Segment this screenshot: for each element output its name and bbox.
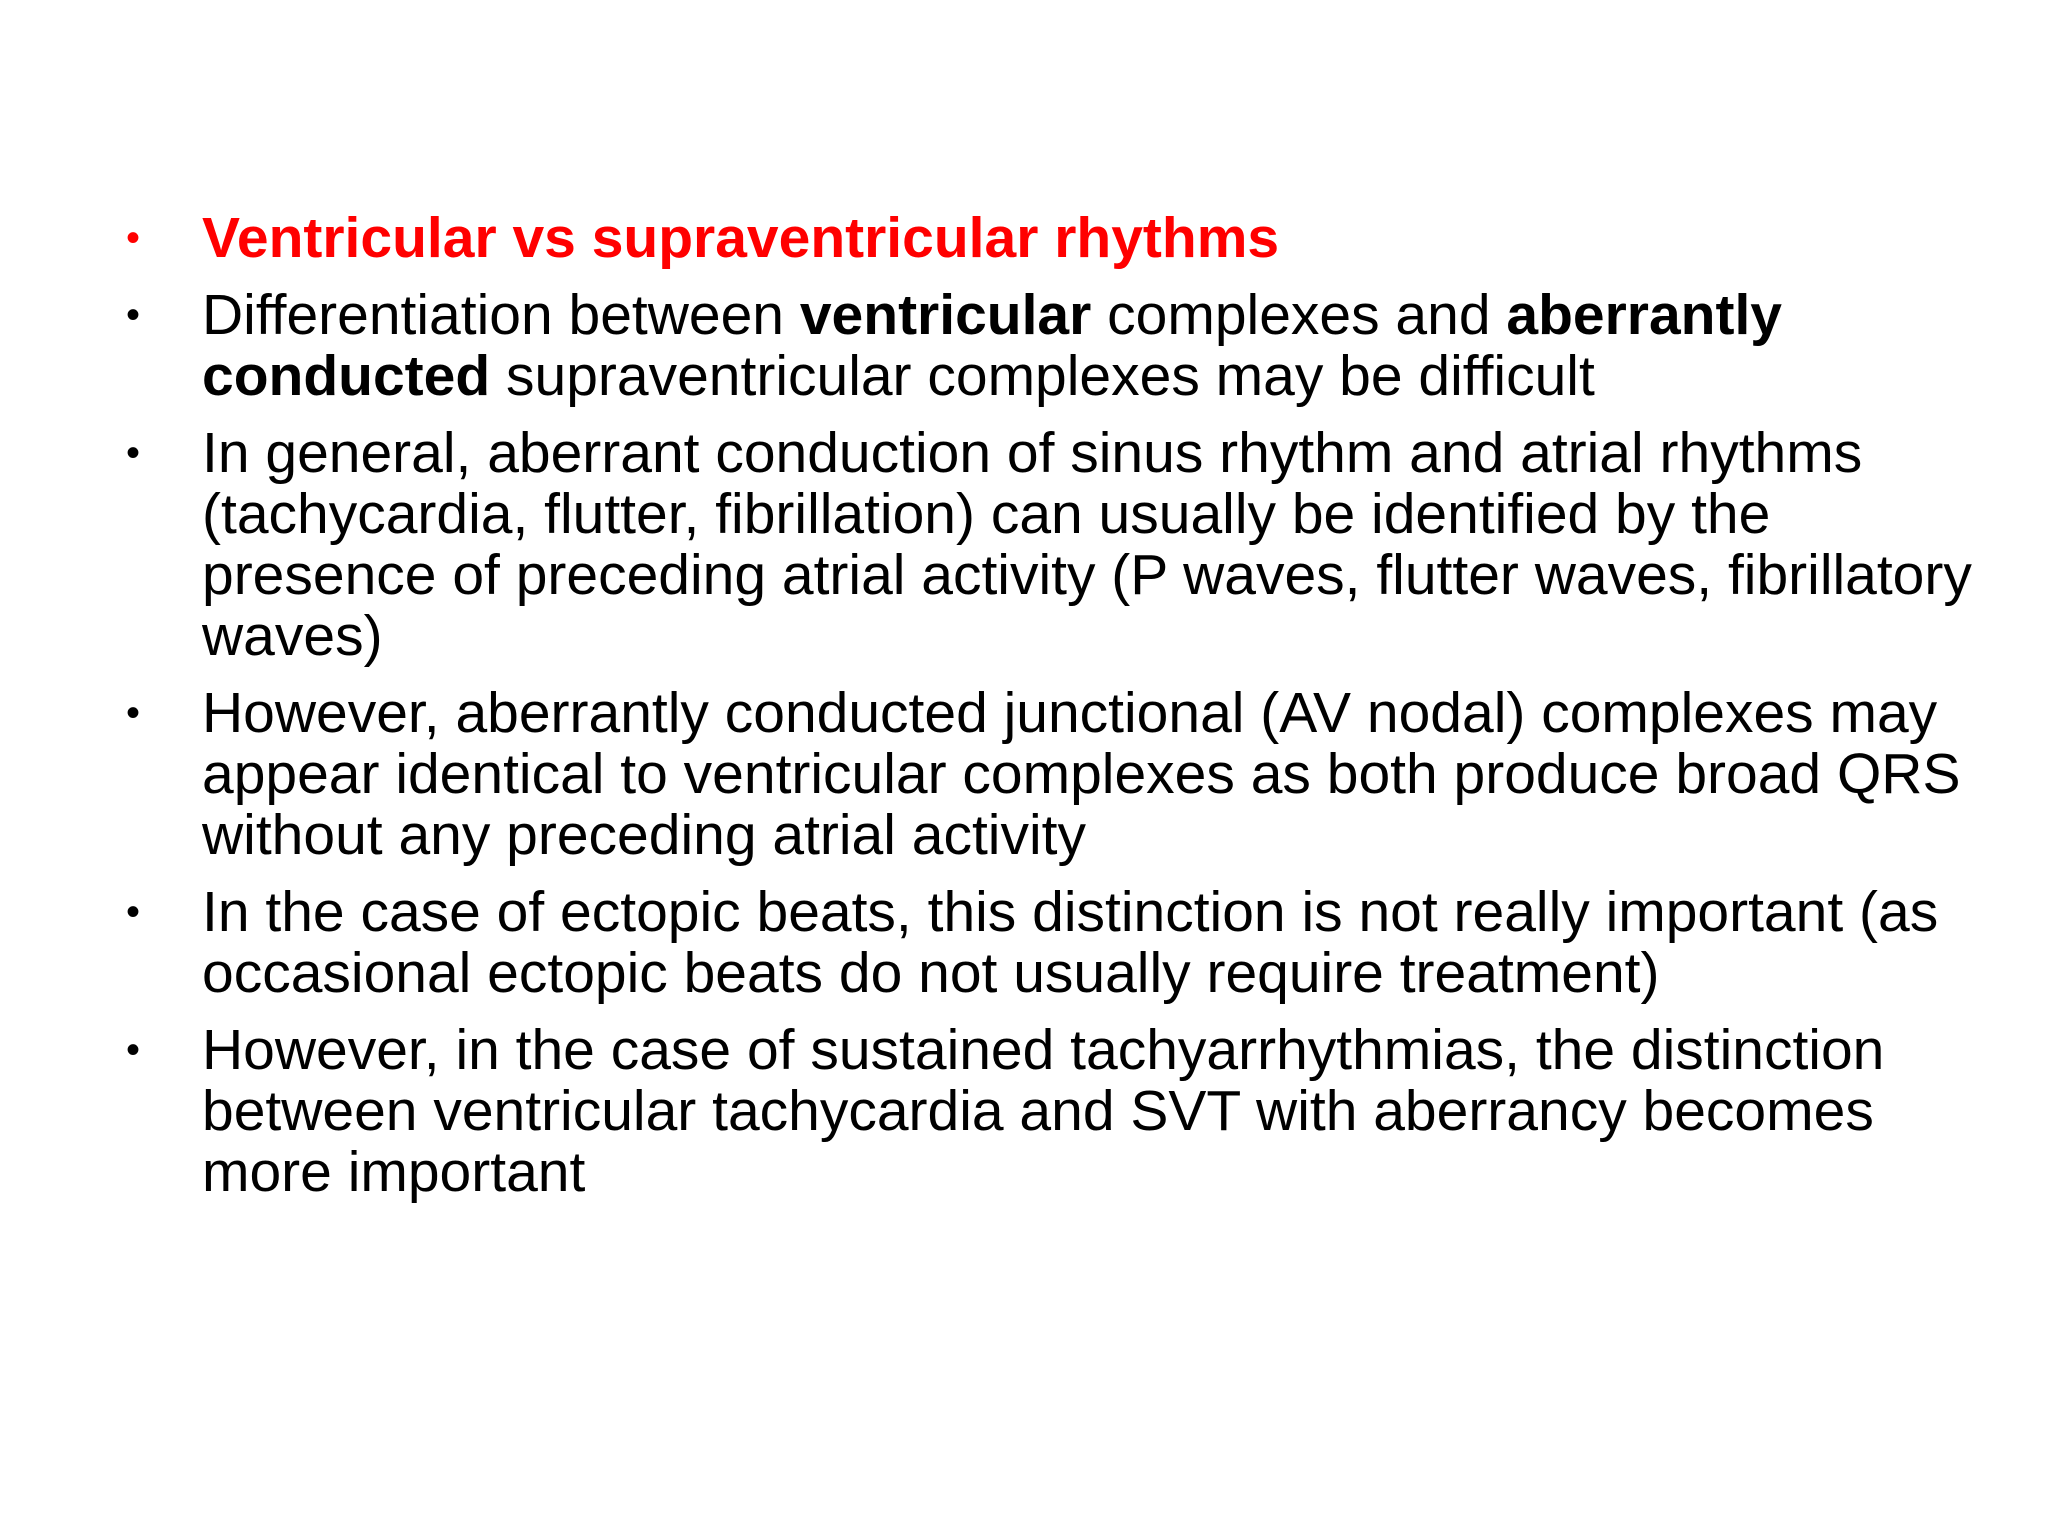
bullet-marker: • [126, 216, 141, 260]
bullet-item-sustained-tachyarrhythmias [118, 1020, 1998, 1203]
bold-term-ventricular: ventricular [799, 283, 1092, 347]
bullet-item-general-aberrant [118, 423, 1998, 667]
bullet-item-differentiation [118, 285, 1998, 407]
bullet-item-junctional [118, 683, 1998, 866]
bullet-marker: • [126, 431, 141, 475]
bold-term-aberrantly-conducted: aberrantly conducted [202, 283, 1782, 408]
text-segment: Differentiation between [202, 283, 800, 347]
bullet-text: However, aberrantly conducted junctional (AV nodal) complexes may appear identical to ventricular complexes as both produce broad QRS without any preceding atrial activity [202, 681, 1961, 867]
text-segment: complexes and [1091, 283, 1507, 347]
bullet-list [118, 208, 1998, 1219]
bullet-marker: • [126, 293, 141, 337]
bullet-text [202, 283, 1782, 408]
bullet-text: In general, aberrant conduction of sinus rhythm and atrial rhythms (tachycardia, flutter, fibrillation) can usually be identified by the presence of preceding atrial activity (P waves, flutter waves, fibrillatory waves) [202, 421, 1972, 668]
bullet-marker: • [126, 691, 141, 735]
bullet-marker: • [126, 890, 141, 934]
text-segment: supraventricular complexes may be difficult [490, 344, 1595, 408]
bullet-item-heading [118, 208, 1998, 269]
bullet-marker: • [126, 1028, 141, 1072]
heading-text: Ventricular vs supraventricular rhythms [202, 206, 1280, 270]
bullet-text: In the case of ectopic beats, this distinction is not really important (as occasional ectopic beats do not usually require treatment) [202, 880, 1939, 1005]
bullet-text: However, in the case of sustained tachyarrhythmias, the distinction between ventricular tachycardia and SVT with aberrancy becomes more important [202, 1018, 1885, 1204]
bullet-item-ectopic-beats [118, 882, 1998, 1004]
